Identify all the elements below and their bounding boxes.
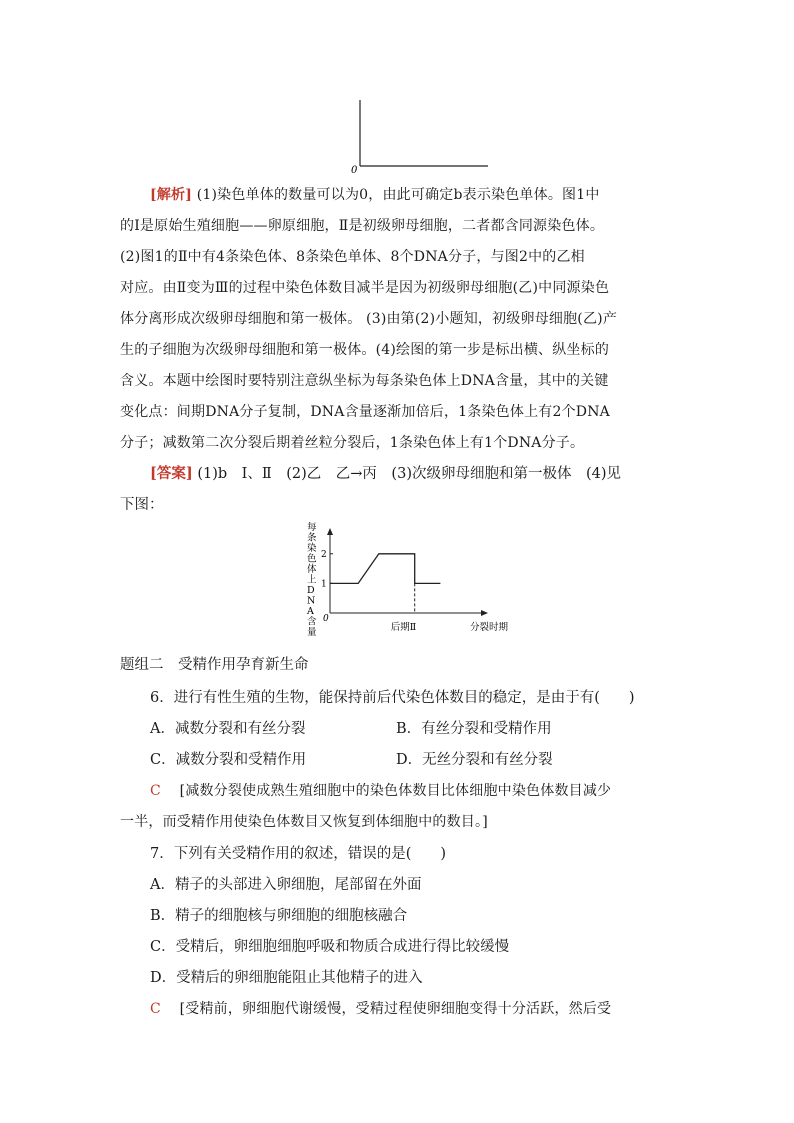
chart-ylabel-char: 每: [307, 522, 317, 533]
chart-ytick-1: 1: [321, 579, 327, 590]
chart-ylabel-char: 色: [307, 553, 317, 565]
q6-option-d[interactable]: D．无丝分裂和有丝分裂: [396, 752, 553, 768]
q6-explain-2: 一半，而受精作用使染色体数目又恢复到体细胞中的数目。]: [120, 814, 488, 830]
empty-axes: [340, 98, 500, 174]
q7-option-c[interactable]: C．受精后，卵细胞细胞呼吸和物质合成进行得比较缓慢: [150, 939, 510, 955]
jiexi-line-6: 生的子细胞为次级卵母细胞和第一极体。(4)绘图的第一步是标出横、纵坐标的: [120, 342, 610, 358]
section-title: 题组二 受精作用孕育新生命: [120, 657, 309, 673]
chart-series-line: [330, 554, 440, 584]
chart-ylabel-char: 体: [307, 564, 317, 575]
chart-ylabel-char: 条: [307, 532, 317, 544]
q6-option-b[interactable]: B．有丝分裂和受精作用: [396, 721, 552, 737]
jiexi-line-9: 分子；减数第二次分裂后期着丝粒分裂后，1条染色体上有1个DNA分子。: [120, 435, 585, 451]
q7-option-a[interactable]: A．精子的头部进入卵细胞，尾部留在外面: [150, 877, 422, 893]
jiexi-line-3: (2)图1的Ⅱ中有4条染色体、8条染色单体、8个DNA分子，与图2中的乙相: [120, 249, 585, 265]
chart-ylabel-char: 上: [307, 574, 317, 586]
chart-y-axis-arrow: [327, 528, 333, 535]
q6-option-a[interactable]: A．减数分裂和有丝分裂: [150, 721, 306, 737]
chart-ylabel: [306, 522, 317, 638]
jiexi-tag: [解析]: [150, 187, 193, 203]
jiexi-text-1: (1)染色单体的数量可以为0，由此可确定b表示染色单体。图1中: [196, 187, 600, 203]
q6-answer: C: [150, 783, 161, 799]
empty-axes-origin: 0: [351, 165, 358, 174]
q6-option-c[interactable]: C．减数分裂和受精作用: [150, 752, 307, 768]
chart-ylabel-char: 染: [307, 543, 317, 554]
q7-option-b[interactable]: B．精子的细胞核与卵细胞的细胞核融合: [150, 908, 408, 924]
chart-x-annotation: 后期Ⅱ: [390, 622, 417, 633]
jiexi-line-5: 体分离形成次级卵母细胞和第一极体。 (3)由第(2)小题知，初级卵母细胞(乙)产: [120, 311, 618, 327]
q7-option-d[interactable]: D．受精后的卵细胞能阻止其他精子的进入: [150, 970, 423, 986]
chart-origin-label: 0: [323, 614, 329, 624]
chart-x-axis-arrow: [481, 610, 488, 616]
chart-ylabel-char: D: [307, 585, 315, 596]
daan-text-1: (1)b Ⅰ、Ⅱ (2)乙 乙→丙 (3)次级卵母细胞和第一极体 (4)见: [197, 466, 622, 482]
daan-line-2: 下图：: [120, 497, 164, 513]
chart-ylabel-char: 量: [307, 627, 317, 638]
jiexi-line-4: 对应。由Ⅱ变为Ⅲ的过程中染色体数目减半是因为初级卵母细胞(乙)中同源染色: [120, 280, 610, 296]
jiexi-line-7: 含义。本题中绘图时要特别注意纵坐标为每条染色体上DNA含量，其中的关键: [120, 373, 609, 389]
q7-answer-line: [150, 999, 611, 1019]
chart-ytick-2: 2: [321, 549, 327, 560]
daan-line-1: [150, 464, 621, 484]
chart-ylabel-char: 含: [307, 616, 317, 628]
q6-stem: 6．进行有性生殖的生物，能保持前后代染色体数目的稳定，是由于有( ): [150, 690, 635, 706]
q7-stem: 7．下列有关受精作用的叙述，错误的是( ): [150, 846, 447, 862]
chart-xlabel: 分裂时期: [470, 622, 509, 633]
jiexi-line-1: [150, 185, 600, 205]
q7-answer: C: [150, 1001, 161, 1017]
daan-tag: [答案]: [150, 465, 193, 482]
chart-ylabel-char: A: [307, 606, 314, 617]
q6-explain-1: [减数分裂使成熟生殖细胞中的染色体数目比体细胞中染色体数目减少: [179, 783, 612, 799]
dna-content-chart: [296, 522, 526, 638]
jiexi-line-2: 的Ⅰ是原始生殖细胞——卵原细胞，Ⅱ是初级卵母细胞，二者都含同源染色体。: [120, 218, 605, 234]
chart-ylabel-char: N: [307, 595, 316, 607]
q6-answer-line: [150, 781, 611, 801]
jiexi-line-8: 变化点：间期DNA分子复制，DNA含量逐渐加倍后，1条染色体上有2个DNA: [120, 404, 610, 420]
q7-explain-1: [受精前，卵细胞代谢缓慢，受精过程使卵细胞变得十分活跃，然后受: [179, 1001, 612, 1017]
